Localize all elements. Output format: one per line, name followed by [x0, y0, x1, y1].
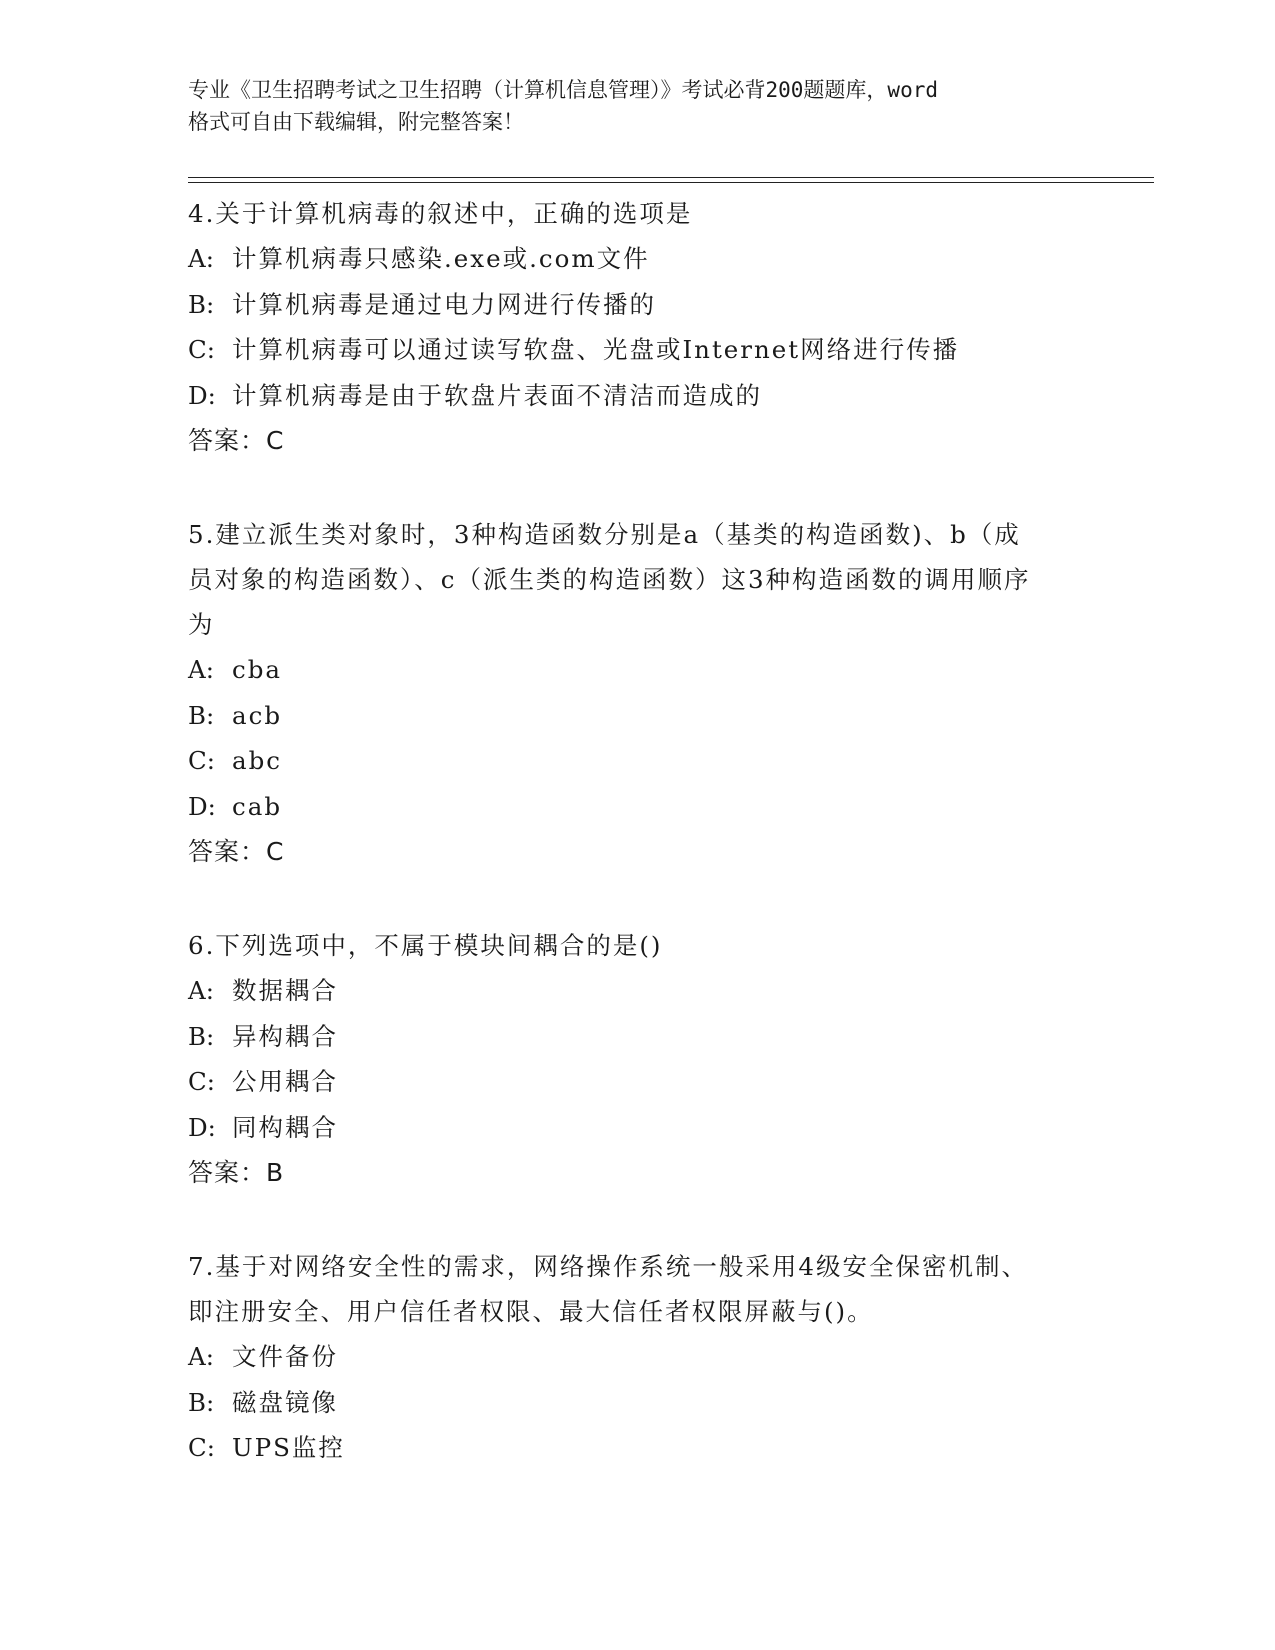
answer-text: 答案：C	[188, 426, 285, 455]
question-text: 4.关于计算机病毒的叙述中，正确的选项是	[188, 199, 693, 228]
option-a	[188, 236, 1088, 282]
question-text: 6.下列选项中，不属于模块间耦合的是()	[188, 931, 663, 960]
option-text: 异构耦合	[232, 1021, 338, 1051]
option-label: C:	[188, 1433, 216, 1462]
header-divider-bottom	[188, 182, 1154, 183]
option-a	[188, 647, 1088, 693]
option-label: A:	[188, 244, 214, 273]
option-text: abc	[232, 746, 283, 775]
option-a	[188, 1334, 1088, 1380]
option-label: D:	[188, 380, 216, 410]
option-b	[188, 1380, 1088, 1426]
option-text: 磁盘镜像	[232, 1387, 338, 1417]
header-divider-top	[188, 177, 1154, 178]
option-label: D:	[188, 1112, 216, 1142]
option-label: A:	[188, 1342, 214, 1371]
option-label: C:	[188, 746, 216, 775]
option-label: B:	[188, 700, 215, 730]
option-text: 公用耦合	[232, 1067, 338, 1096]
option-c	[188, 1425, 1088, 1471]
question-item	[188, 1241, 1088, 1471]
option-text: 同构耦合	[232, 1112, 338, 1142]
header-line-2: 格式可自由下载编辑，附完整答案！	[188, 110, 524, 134]
header-line-1: 专业《卫生招聘考试之卫生招聘（计算机信息管理）》考试必背200题题库，word	[188, 78, 938, 102]
option-text: 计算机病毒只感染.exe或.com文件	[232, 244, 650, 273]
option-text: 计算机病毒可以通过读写软盘、光盘或Internet网络进行传播	[232, 335, 960, 364]
option-text: 计算机病毒是通过电力网进行传播的	[232, 289, 656, 319]
option-text: cab	[232, 791, 283, 821]
question-item	[188, 509, 1088, 875]
option-label: A:	[188, 976, 214, 1005]
question-list	[188, 188, 1088, 1471]
option-d	[188, 1105, 1088, 1151]
answer-text: 答案：C	[188, 837, 285, 866]
question-text: 5.建立派生类对象时，3种构造函数分别是a（基类的构造函数)、b（成员对象的构造函数）、c（派生类的构造函数）这3种构造函数的调用顺序为	[188, 520, 1031, 639]
option-b	[188, 282, 1088, 328]
option-text: UPS监控	[232, 1433, 345, 1462]
option-b	[188, 1014, 1088, 1060]
option-text: 数据耦合	[232, 976, 338, 1005]
option-label: C:	[188, 335, 216, 364]
option-label: B:	[188, 1021, 215, 1051]
answer-text: 答案：B	[188, 1158, 285, 1187]
question-item	[188, 920, 1088, 1196]
option-label: B:	[188, 1387, 215, 1417]
option-label: D:	[188, 791, 216, 821]
option-label: C:	[188, 1067, 216, 1096]
option-text: cba	[232, 655, 283, 684]
document-header	[188, 74, 1088, 138]
option-d	[188, 373, 1088, 419]
option-c	[188, 1059, 1088, 1105]
question-text: 7.基于对网络安全性的需求，网络操作系统一般采用4级安全保密机制、即注册安全、用户信任者权限、最大信任者权限屏蔽与()。	[188, 1252, 1028, 1326]
option-c	[188, 738, 1088, 784]
option-b	[188, 693, 1088, 739]
question-item	[188, 188, 1088, 464]
option-text: 计算机病毒是由于软盘片表面不清洁而造成的	[232, 380, 762, 410]
option-label: A:	[188, 655, 214, 684]
option-a	[188, 968, 1088, 1014]
option-d	[188, 784, 1088, 830]
option-c	[188, 327, 1088, 373]
option-text: acb	[232, 700, 283, 730]
option-label: B:	[188, 289, 215, 319]
option-text: 文件备份	[232, 1342, 338, 1371]
